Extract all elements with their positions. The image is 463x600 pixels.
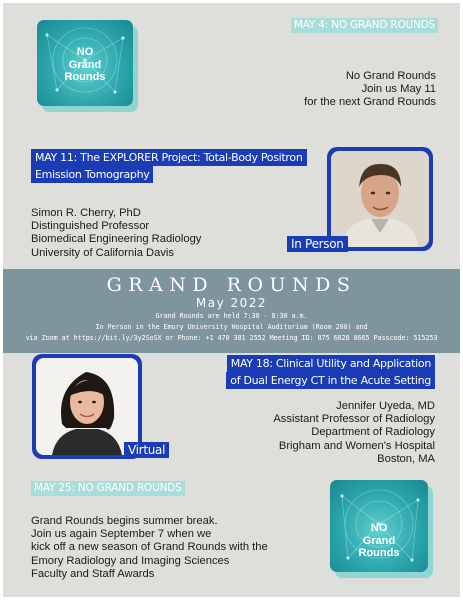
may11-speaker: [31, 207, 281, 260]
may25-text: [31, 515, 301, 581]
may18-title-line2: of Dual Energy CT in the Acute Setting: [226, 372, 435, 389]
may25-line: Emory Radiology and Imaging Sciences: [31, 554, 230, 567]
may4-line: Join us May 11: [361, 83, 436, 96]
may25-line: kick off a new season of Grand Rounds with the: [31, 541, 268, 554]
may11-format-tag: In Person: [287, 236, 348, 252]
flyer-page: [3, 3, 460, 597]
banner-location: In Person in the Emory University Hospital Auditorium (Room 200) and: [95, 323, 368, 331]
may4-tag: MAY 4: NO GRAND ROUNDS: [291, 18, 438, 33]
speaker-institution: University of California Davis: [31, 246, 174, 259]
banner-time: Grand Rounds are held 7:30 - 8:30 a.m.: [155, 312, 308, 320]
no-grand-rounds-label: [330, 522, 428, 560]
may18-title-line1: MAY 18: Clinical Utility and Application: [227, 355, 435, 372]
may18-format-tag: Virtual: [124, 442, 169, 458]
may25-line: Faculty and Staff Awards: [31, 567, 155, 580]
jennifer-uyeda-photo: [36, 358, 138, 455]
speaker-name: Simon R. Cherry, PhD: [31, 207, 141, 219]
may25-line: Grand Rounds begins summer break.: [31, 515, 218, 527]
portrait-woman-icon: [36, 358, 138, 455]
card-line-grand: Grand: [362, 534, 396, 547]
may4-text: [216, 70, 436, 110]
may18-speaker: [195, 400, 435, 466]
may11-title-line2: Emission Tomography: [31, 166, 153, 183]
card-line-no: NO: [76, 46, 94, 58]
speaker-name: Jennifer Uyeda, MD: [336, 400, 435, 412]
may4-line: No Grand Rounds: [345, 70, 436, 82]
may25-line: Join us again September 7 when we: [31, 528, 212, 541]
speaker-institution: Brigham and Women's Hospital: [278, 439, 435, 452]
card-line-rounds: Rounds: [64, 71, 106, 83]
speaker-location: Boston, MA: [377, 452, 435, 465]
may4-line: for the next Grand Rounds: [304, 96, 436, 109]
simon-cherry-photo: [331, 151, 429, 247]
card-line-rounds: Rounds: [358, 547, 400, 559]
banner-zoom-info: via Zoom at https://bit.ly/3y2SoSX or Phone: +1 470 381 2552 Meeting ID: 875 6828 8665 Passcode: 515253: [25, 334, 438, 342]
speaker-title: Assistant Professor of Radiology: [273, 413, 435, 426]
banner-month: May 2022: [195, 296, 268, 310]
card-line-no: NO: [370, 522, 388, 534]
no-grand-rounds-graphic-bottom: [330, 480, 428, 572]
card-line-grand: Grand: [68, 58, 102, 71]
may11-title-line1: MAY 11: The EXPLORER Project: Total-Body Positron: [31, 149, 307, 166]
portrait-man-icon: [331, 151, 429, 247]
no-grand-rounds-graphic-top: [37, 20, 133, 106]
speaker-department: Biomedical Engineering Radiology: [31, 233, 202, 246]
speaker-title: Distinguished Professor: [31, 220, 150, 233]
speaker-department: Department of Radiology: [311, 426, 435, 439]
no-grand-rounds-label: [37, 46, 133, 84]
grand-rounds-banner: [3, 269, 460, 353]
may25-tag: MAY 25: NO GRAND ROUNDS: [31, 481, 185, 496]
banner-title: GRAND ROUNDS: [106, 274, 357, 296]
